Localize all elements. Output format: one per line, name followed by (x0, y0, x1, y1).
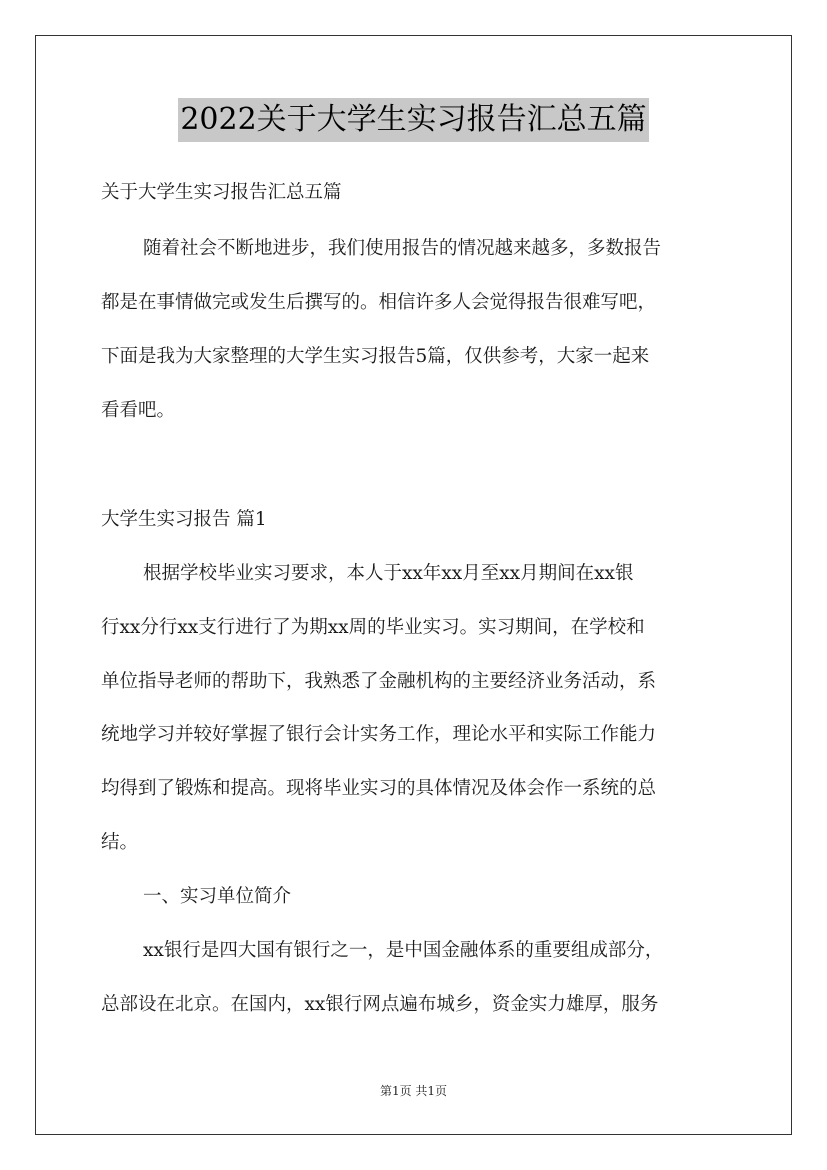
paragraph-line: 行xx分行xx支行进行了为期xx周的毕业实习。实习期间，在学校和 (101, 617, 645, 638)
paragraph-line: xx银行是四大国有银行之一，是中国金融体系的重要组成部分， (143, 940, 664, 961)
paragraph-line: 统地学习并较好掌握了银行会计实务工作，理论水平和实际工作能力 (101, 724, 657, 745)
subsection-heading: 一、实习单位简介 (143, 886, 292, 907)
paragraph-line: 都是在事情做完或发生后撰写的。相信许多人会觉得报告很难写吧， (101, 292, 657, 313)
section-heading: 大学生实习报告 篇1 (101, 509, 267, 530)
paragraph-line: 看看吧。 (101, 400, 176, 421)
subtitle-line: 关于大学生实习报告汇总五篇 (101, 182, 342, 203)
page-footer: 第1页 共1页 (379, 1084, 448, 1098)
title-container (0, 98, 827, 142)
document-title: 2022关于大学生实习报告汇总五篇 (178, 98, 648, 142)
paragraph-line: 根据学校毕业实习要求，本人于xx年xx月至xx月期间在xx银 (143, 563, 634, 584)
paragraph-line: 随着社会不断地进步，我们使用报告的情况越来越多，多数报告 (143, 238, 662, 259)
paragraph-line: 下面是我为大家整理的大学生实习报告5篇，仅供参考，大家一起来 (101, 346, 650, 367)
paragraph-line: 结。 (101, 832, 139, 853)
paragraph-line: 总部设在北京。在国内，xx银行网点遍布城乡，资金实力雄厚，服务 (101, 994, 659, 1015)
paragraph-line: 单位指导老师的帮助下，我熟悉了金融机构的主要经济业务活动，系 (101, 671, 657, 692)
paragraph-line: 均得到了锻炼和提高。现将毕业实习的具体情况及体会作一系统的总 (101, 778, 657, 799)
